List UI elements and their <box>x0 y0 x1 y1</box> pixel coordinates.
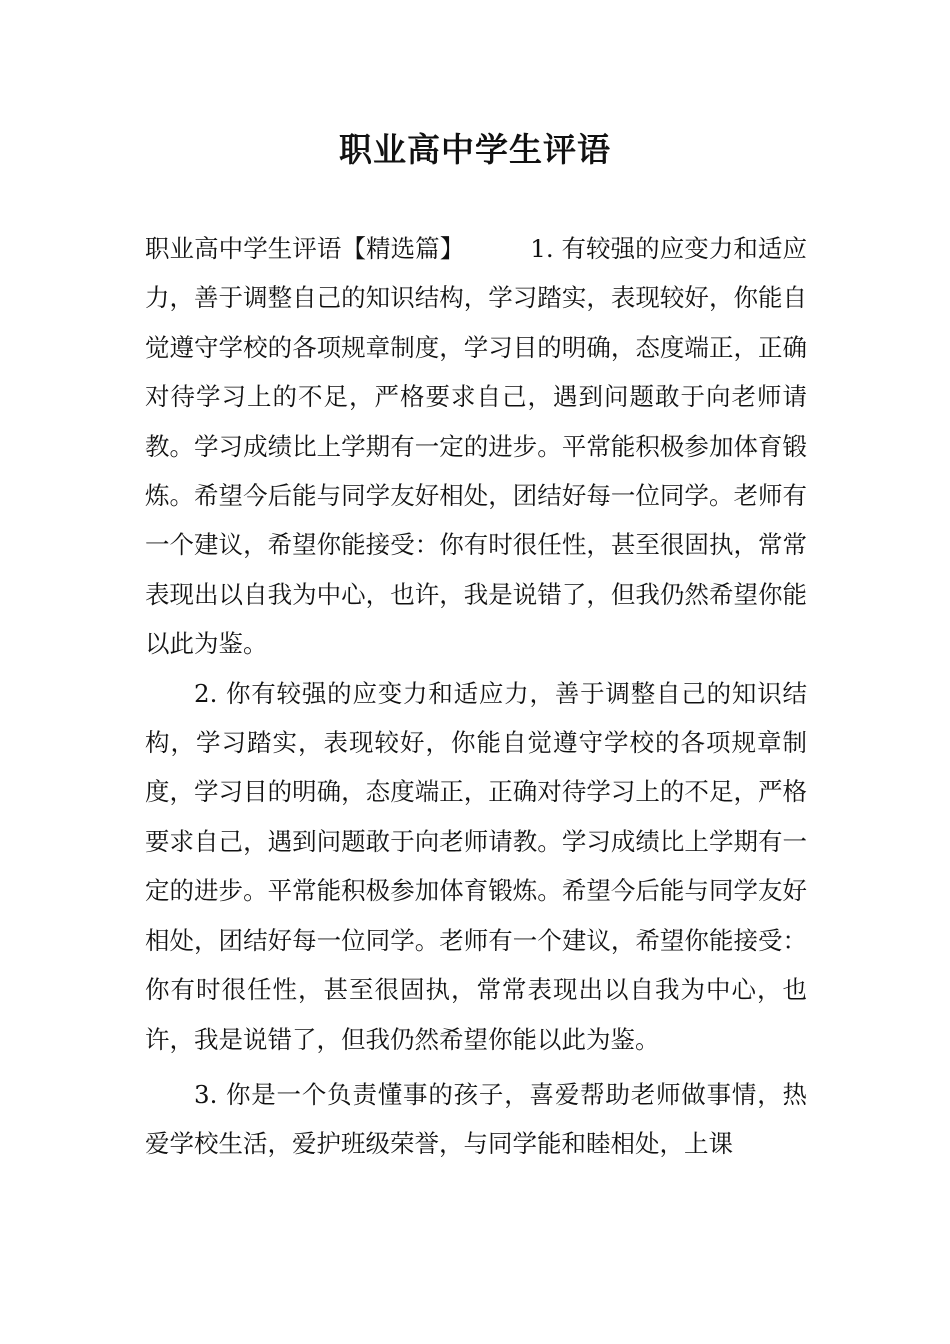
paragraph-1-label: 职业高中学生评语【精选篇】 <box>145 234 465 263</box>
paragraph-3: 3. 你是一个负责懂事的孩子，喜爱帮助老师做事情，热爱学校生活，爱护班级荣誉，与同学能和睦相处，上课 <box>145 1079 807 1159</box>
page-title: 职业高中学生评语 <box>339 130 611 169</box>
paragraph-2: 2. 你有较强的应变力和适应力，善于调整自己的知识结构，学习踏实，表现较好，你能自觉遵守学校的各项规章制度，学习目的明确，态度端正，正确对待学习上的不足，严格要求自己，遇到问题敢于向老师请教。学习成绩比上学期有一定的进步。平常能积极参加体育锻炼。希望今后能与同学友好相处，团结好每一位同学。老师有一个建议，希望你能接受：你有时很任性，甚至很固执，常常表现出以自我为中心，也许，我是说错了，但我仍然希望你能以此为鉴。 <box>145 678 807 1054</box>
paragraph-1 <box>145 224 807 669</box>
document-body <box>145 224 807 1169</box>
paragraph-1-text: 1. 有较强的应变力和适应力，善于调整自己的知识结构，学习踏实，表现较好，你能自觉遵守学校的各项规章制度，学习目的明确，态度端正，正确对待学习上的不足，严格要求自己，遇到问题敢于向老师请教。学习成绩比上学期有一定的进步。平常能积极参加体育锻炼。希望今后能与同学友好相处，团结好每一位同学。老师有一个建议，希望你能接受：你有时很任性，甚至很固执，常常表现出以自我为中心，也许，我是说错了，但我仍然希望你能以此为鉴。 <box>145 234 807 659</box>
